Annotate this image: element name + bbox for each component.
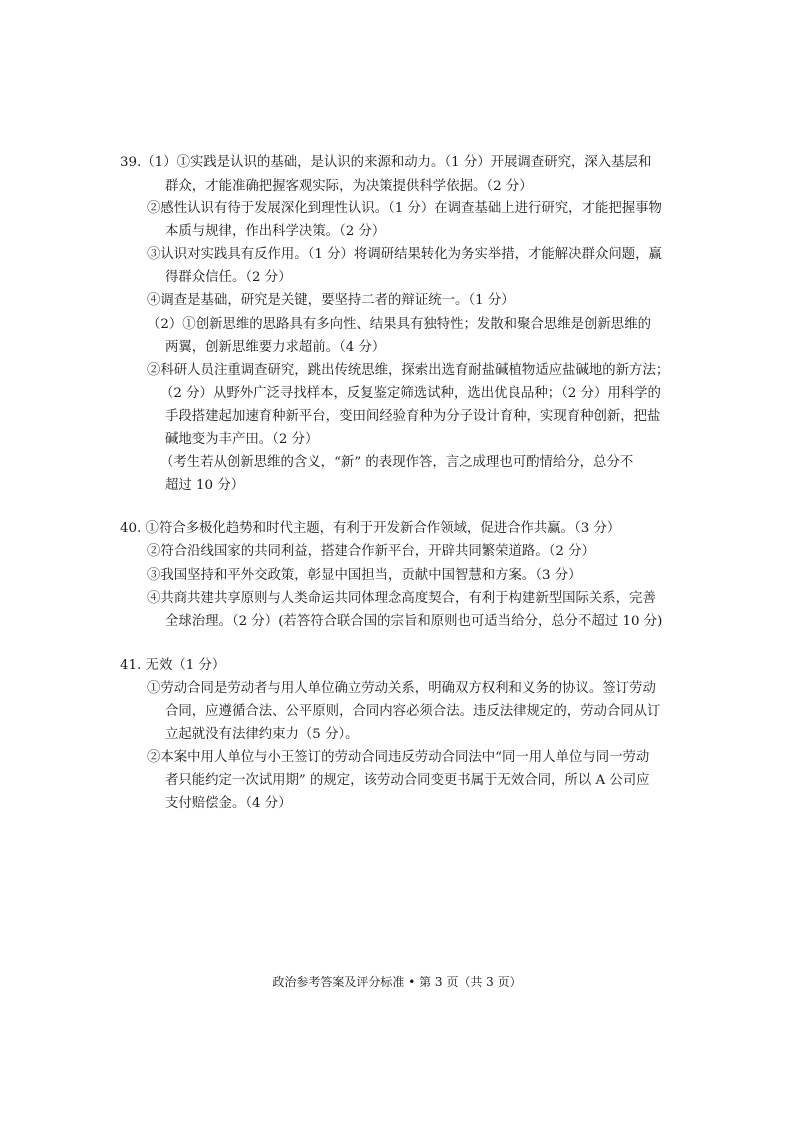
q39-line-15: 超过 10 分）	[165, 478, 245, 493]
q41-line-2: ①劳动合同是劳动者与用人单位确立劳动关系，明确双方权利和义务的协议。签订劳动	[147, 681, 656, 696]
q39-line-13: 碱地变为丰产田。（2 分）	[165, 432, 319, 447]
q39-line-3: ②感性认识有待于发展深化到理性认识。（1 分）在调查基础上进行研究，才能把握事物	[147, 201, 662, 216]
q41-line-5: ②本案中用人单位与小王签订的劳动合同违反劳动合同法中“同一用人单位与同一劳动	[147, 750, 650, 765]
q41-line-7: 支付赔偿金。（4 分）	[165, 796, 292, 811]
q40-line-5: 全球治理。（2 分）(若答符合联合国的宗旨和原则也可适当给分，总分不超过 10 分)	[165, 614, 663, 629]
page-footer: 政治参考答案及评分标准 • 第 3 页（共 3 页）	[272, 975, 522, 989]
q40-line-1: 40. ①符合多极化趋势和时代主题，有利于开发新合作领域，促进合作共赢。（3 分）	[120, 521, 621, 536]
q41-line-3: 合同，应遵循合法、公平原则，合同内容必须合法。违反法律规定的，劳动合同从订	[165, 704, 661, 719]
q41-line-6: 者只能约定一次试用期” 的规定，该劳动合同变更书属于无效合同，所以 A 公司应	[165, 773, 650, 788]
q41-line-4: 立起就没有法律约束力（5 分）。	[165, 727, 359, 742]
q39-line-6: 得群众信任。（2 分）	[165, 270, 292, 285]
q39-line-1: 39.（1）①实践是认识的基础，是认识的来源和动力。（1 分）开展调查研究，深入基层和	[120, 155, 652, 170]
q39-line-7: ④调查是基础，研究是关键，要坚持二者的辩证统一。（1 分）	[147, 293, 515, 308]
q39-line-14: （考生若从创新思维的含义，“新” 的表现作答，言之成理也可酌情给分，总分不	[160, 455, 634, 470]
q39-line-9: 两翼，创新思维要力求超前。（4 分）	[165, 340, 386, 355]
q40-line-4: ④共商共建共享原则与人类命运共同体理念高度契合，有利于构建新型国际关系，完善	[147, 591, 656, 606]
q39-line-4: 本质与规律，作出科学决策。（2 分）	[165, 224, 386, 239]
q40-line-2: ②符合沿线国家的共同利益，搭建合作新平台，开辟共同繁荣道路。（2 分）	[147, 544, 595, 559]
q41-line-1: 41. 无效（1 分）	[120, 658, 226, 673]
q39-line-5: ③认识对实践具有反作用。（1 分）将调研结果转化为务实举措，才能解决群众问题，赢	[147, 247, 662, 262]
q39-line-12: 手段搭建起加速育种新平台，变田间经验育种为分子设计育种，实现育种创新，把盐	[165, 409, 661, 424]
q39-line-11: （2 分）从野外广泛寻找样本，反复鉴定筛选试种，选出优良品种；（2 分）用科学的	[160, 386, 661, 401]
q40-line-3: ③我国坚持和平外交政策，彰显中国担当，贡献中国智慧和方案。（3 分）	[147, 568, 582, 583]
q39-line-8: （2）①创新思维的思路具有多向性、结果具有独特性；发散和聚合思维是创新思维的	[147, 317, 651, 332]
q39-line-2: 群众，才能准确把握客观实际，为决策提供科学依据。（2 分）	[165, 179, 533, 194]
q39-line-10: ②科研人员注重调查研究，跳出传统思维，探索出选育耐盐碱植物适应盐碱地的新方法；	[147, 363, 670, 378]
